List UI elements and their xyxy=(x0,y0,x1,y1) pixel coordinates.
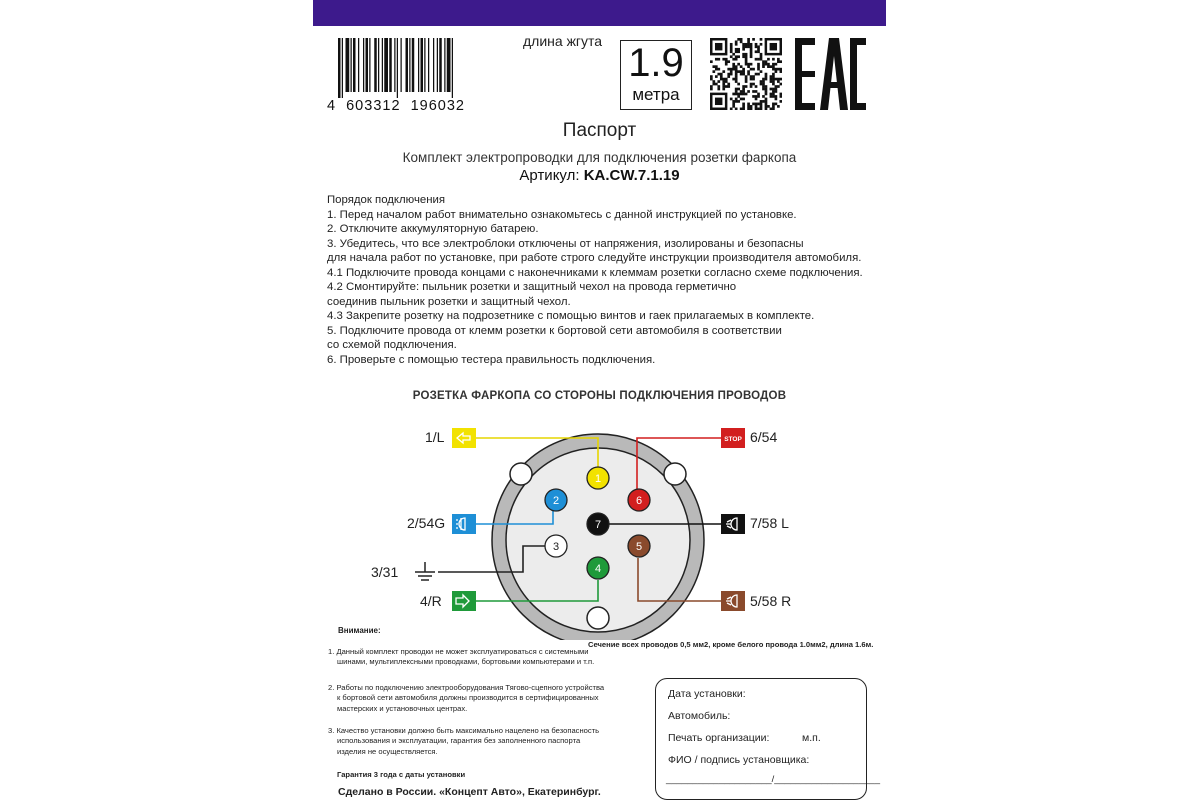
made-in-text: Сделано в России. «Концепт Авто», Екатеринбург. xyxy=(338,786,601,798)
pin-4-number: 4 xyxy=(594,563,602,575)
pin-2-number: 2 xyxy=(552,495,560,507)
pin-3-number: 3 xyxy=(552,541,560,553)
form-date-label: Дата установки: xyxy=(668,688,746,700)
barcode-icon xyxy=(338,38,488,98)
length-label: длина жгута xyxy=(523,33,603,49)
instruction-line: Порядок подключения xyxy=(327,194,446,206)
article-line xyxy=(313,167,886,184)
diagram-title: РОЗЕТКА ФАРКОПА СО СТОРОНЫ ПОДКЛЮЧЕНИЯ ПРОВОДОВ xyxy=(412,390,787,402)
left-indicator-icon xyxy=(452,428,476,448)
length-unit: метра xyxy=(632,85,680,104)
pin-label-4: 4/R xyxy=(420,593,442,609)
instruction-line: 1. Перед началом работ внимательно ознакомьтесь с данной инструкцией по установке. xyxy=(327,208,797,221)
mount-hole xyxy=(664,463,686,485)
instruction-line: 4.2 Смонтируйте: пыльник розетки и защитный чехол на провода герметично xyxy=(327,281,737,293)
length-value: 1.9 xyxy=(628,41,684,85)
instruction-line: 4.3 Закрепите розетку на подрозетнике с помощью винтов и гаек прилагаемых в комплекте. xyxy=(327,310,815,322)
length-box xyxy=(620,40,692,110)
page-subtitle: Комплект электропроводки для подключения розетки фаркопа xyxy=(402,150,797,165)
qr-code-icon xyxy=(710,38,782,110)
pin-7-number: 7 xyxy=(594,519,602,531)
top-color-band xyxy=(313,0,886,26)
instruction-line: 6. Проверьте с помощью тестера правильность подключения. xyxy=(327,353,656,366)
pin-label-7: 7/58 L xyxy=(750,515,789,531)
instruction-line: соединив пыльник розетки и защитный чехол. xyxy=(327,295,571,308)
tail-light-left-icon xyxy=(721,514,745,534)
eac-mark-icon xyxy=(793,38,867,110)
form-stamp-label: Печать организации: xyxy=(668,732,770,744)
mount-hole xyxy=(510,463,532,485)
attention-item: 1. Данный комплект проводки не может эксплуатироваться с системными шинами, мультиплексными проводками, бортовыми компьютерами и т.п. xyxy=(328,647,595,667)
instruction-line: 2. Отключите аккумуляторную батарею. xyxy=(327,223,539,235)
form-signature-label: ФИО / подпись установщика: xyxy=(668,754,810,766)
socket-diagram xyxy=(313,410,886,640)
form-signature-line: ____________________/____________________ xyxy=(666,774,880,785)
instruction-line: 5. Подключите провода от клемм розетки к бортовой сети автомобиля в соответствии xyxy=(327,324,782,337)
pin-5-number: 5 xyxy=(635,541,643,553)
warranty-text: Гарантия 3 года с даты установки xyxy=(337,770,466,779)
instruction-line: для начала работ по установке, при работе строго следуйте инструкции производителя автомобиля. xyxy=(327,252,862,264)
pin-1-number: 1 xyxy=(594,473,602,485)
pin-label-3: 3/31 xyxy=(371,564,399,580)
attention-title: Внимание: xyxy=(338,626,381,635)
attention-item: 2. Работы по подключению электрооборудования Тягово-сцепного устройства к бортовой сети автомобиля должны производится в сертифицированных мастерских и установочных центрах. xyxy=(328,683,605,713)
attention-item: 3. Качество установки должно быть максимально нацелено на безопасность использования и эксплуатации, гарантия без заполненного паспорта изделия не осуществляется. xyxy=(328,726,600,756)
instructions-list xyxy=(327,193,863,367)
ground-icon xyxy=(415,562,435,580)
instruction-line: 4.1 Подключите провода концами с наконечниками к клеммам розетки согласно схеме подключения. xyxy=(327,266,863,279)
form-car-label: Автомобиль: xyxy=(668,710,731,722)
mount-hole xyxy=(587,607,609,629)
stop-text: STOP xyxy=(724,436,742,443)
installation-form xyxy=(655,678,880,800)
pin-label-2: 2/54G xyxy=(407,515,446,531)
form-mp-label: м.п. xyxy=(802,732,821,744)
pin-label-1: 1/L xyxy=(425,429,445,445)
wire-section-note: Сечение всех проводов 0,5 мм2, кроме белого провода 1.0мм2, длина 1.6м. xyxy=(588,640,874,649)
instruction-line: со схемой подключения. xyxy=(327,339,457,351)
page-title: Паспорт xyxy=(562,120,637,141)
article-label: Артикул: xyxy=(519,167,580,184)
pin-label-5: 5/58 R xyxy=(750,593,792,609)
instruction-line: 3. Убедитесь, что все электроблоки отключены от напряжения, изолированы и безопасны xyxy=(327,237,804,250)
eac-mark-text: EAC xyxy=(793,38,796,39)
pin-6-number: 6 xyxy=(635,495,643,507)
pin-label-6: 6/54 xyxy=(750,429,778,445)
tail-light-right-icon xyxy=(721,591,745,611)
barcode-digits: 4 603312 196032 xyxy=(327,98,465,114)
article-value: KA.CW.7.1.19 xyxy=(583,167,680,184)
fog-light-icon xyxy=(452,514,476,534)
